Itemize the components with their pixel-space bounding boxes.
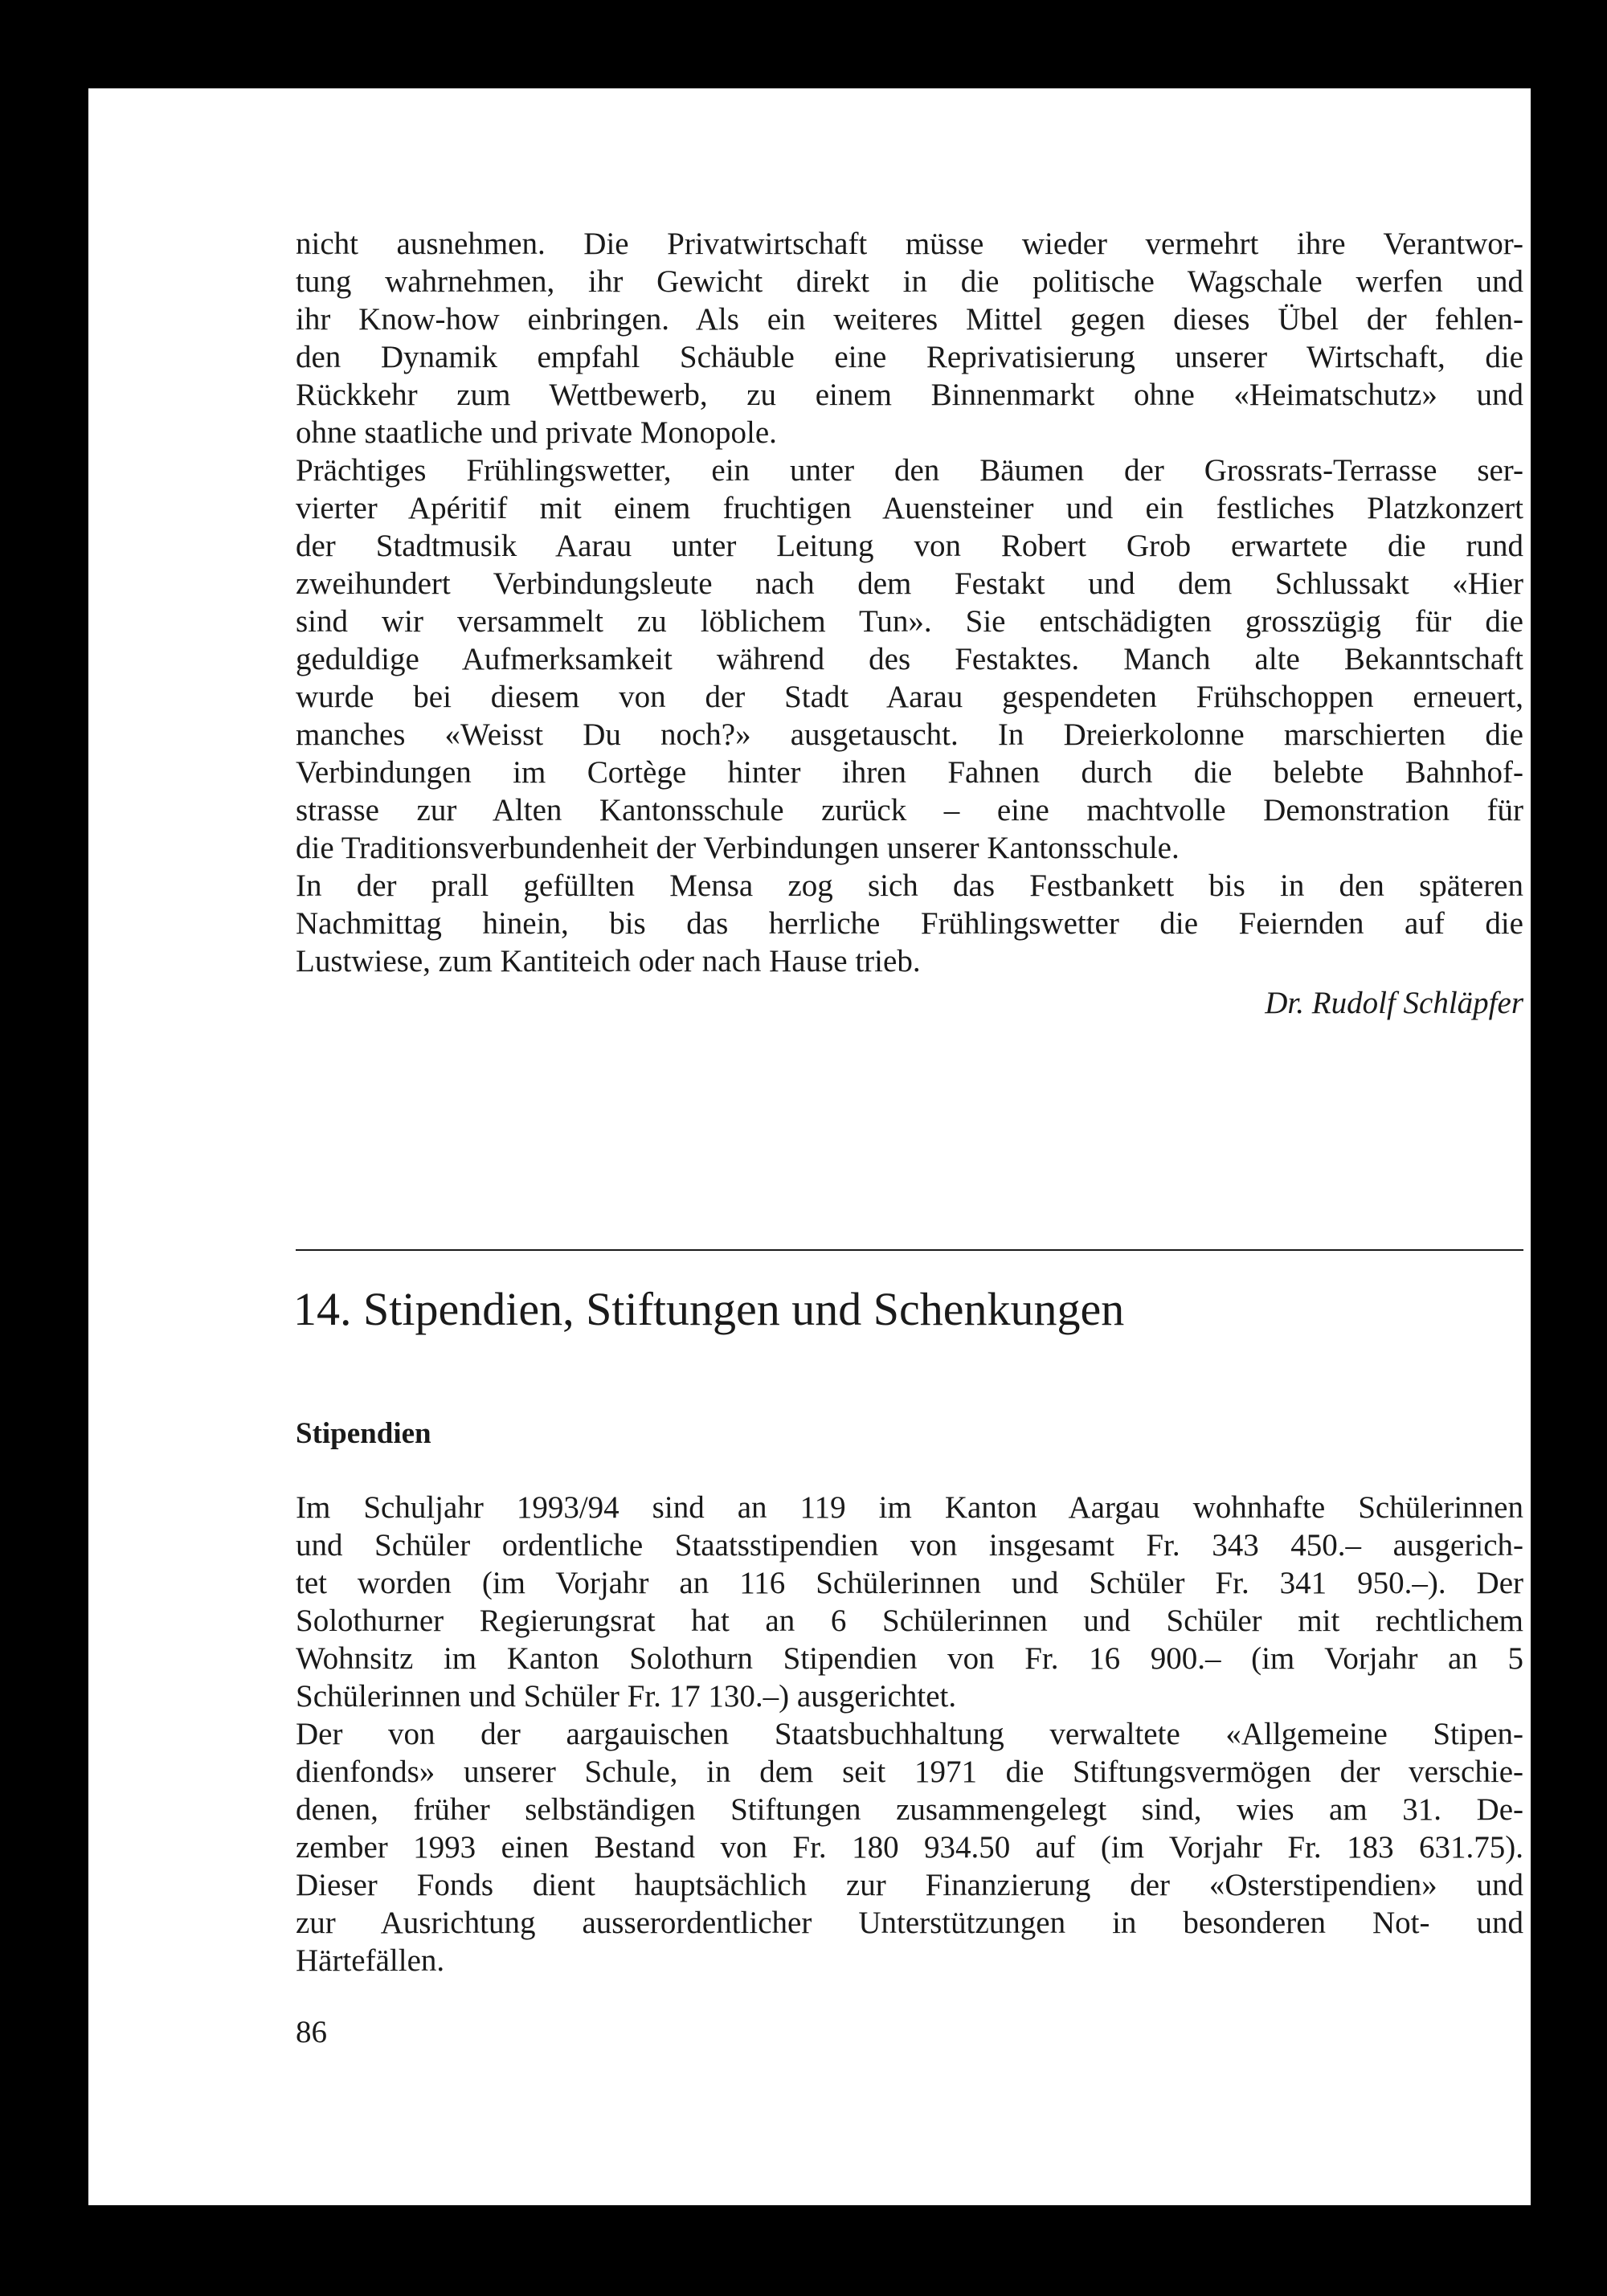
section-heading: 14. Stipendien, Stiftungen und Schenkungen [293,1283,1125,1335]
page-number: 86 [296,2015,327,2049]
text-line: Härtefällen. [296,1943,445,1978]
text-line: ihr Know-how einbringen. Als ein weiteres Mittel gegen dieses Übel der fehlen- [296,302,1523,337]
text-line: Prächtiges Frühlingswetter, ein unter den Bäumen der Grossrats-Terrasse ser- [296,453,1523,488]
text-line: Nachmittag hinein, bis das herrliche Frühlingswetter die Feiernden auf die [296,906,1523,941]
text-line: ohne staatliche und private Monopole. [296,415,777,450]
author-signature: Dr. Rudolf Schläpfer [1265,986,1523,1020]
text-line: geduldige Aufmerksamkeit während des Festaktes. Manch alte Bekanntschaft [296,642,1523,676]
text-line: Der von der aargauischen Staatsbuchhaltung verwaltete «Allgemeine Stipen- [296,1717,1523,1751]
text-line: strasse zur Alten Kantonsschule zurück – eine machtvolle Demonstration für [296,793,1523,827]
text-line: den Dynamik empfahl Schäuble eine Reprivatisierung unserer Wirtschaft, die [296,340,1523,374]
text-line: die Traditionsverbundenheit der Verbindungen unserer Kantonsschule. [296,831,1180,865]
text-line: tet worden (im Vorjahr an 116 Schülerinnen und Schüler Fr. 341 950.–). Der [296,1566,1523,1600]
document-page [88,88,1531,2205]
subsection-heading: Stipendien [296,1417,431,1450]
text-line: Verbindungen im Cortège hinter ihren Fahnen durch die belebte Bahnhof- [296,755,1523,790]
text-line: und Schüler ordentliche Staatsstipendien von insgesamt Fr. 343 450.– ausgerich- [296,1528,1523,1563]
text-line: sind wir versammelt zu löblichem Tun». Sie entschädigten grosszügig für die [296,604,1523,639]
text-line: manches «Weisst Du noch?» ausgetauscht. In Dreierkolonne marschierten die [296,717,1523,752]
text-line: denen, früher selbständigen Stiftungen zusammengelegt sind, wies am 31. De- [296,1792,1523,1827]
text-line: vierter Apéritif mit einem fruchtigen Auensteiner und ein festliches Platzkonzert [296,491,1523,525]
text-line: wurde bei diesem von der Stadt Aarau gespendeten Frühschoppen erneuert, [296,680,1523,714]
text-line: Wohnsitz im Kanton Solothurn Stipendien von Fr. 16 900.– (im Vorjahr an 5 [296,1641,1523,1676]
text-line: zur Ausrichtung ausserordentlicher Unterstützungen in besonderen Not- und [296,1906,1523,1940]
text-line: Im Schuljahr 1993/94 sind an 119 im Kanton Aargau wohnhafte Schülerinnen [296,1490,1523,1525]
section-divider [296,1249,1523,1251]
text-line: Solothurner Regierungsrat hat an 6 Schülerinnen und Schüler mit rechtlichem [296,1604,1523,1638]
text-line: der Stadtmusik Aarau unter Leitung von Robert Grob erwartete die rund [296,529,1523,563]
text-line: nicht ausnehmen. Die Privatwirtschaft müsse wieder vermehrt ihre Verantwor- [296,227,1523,261]
text-line: zweihundert Verbindungsleute nach dem Festakt und dem Schlussakt «Hier [296,566,1523,601]
text-line: Dieser Fonds dient hauptsächlich zur Finanzierung der «Osterstipendien» und [296,1868,1523,1902]
text-line: tung wahrnehmen, ihr Gewicht direkt in die politische Wagschale werfen und [296,264,1523,299]
text-line: Schülerinnen und Schüler Fr. 17 130.–) ausgerichtet. [296,1679,957,1714]
text-line: zember 1993 einen Bestand von Fr. 180 934.50 auf (im Vorjahr Fr. 183 631.75). [296,1830,1523,1865]
text-line: dienfonds» unserer Schule, in dem seit 1971 die Stiftungsvermögen der verschie- [296,1755,1523,1789]
text-line: Lustwiese, zum Kantiteich oder nach Hause trieb. [296,944,921,978]
text-line: Rückkehr zum Wettbewerb, zu einem Binnenmarkt ohne «Heimatschutz» und [296,378,1523,412]
text-line: In der prall gefüllten Mensa zog sich das Festbankett bis in den späteren [296,868,1523,903]
